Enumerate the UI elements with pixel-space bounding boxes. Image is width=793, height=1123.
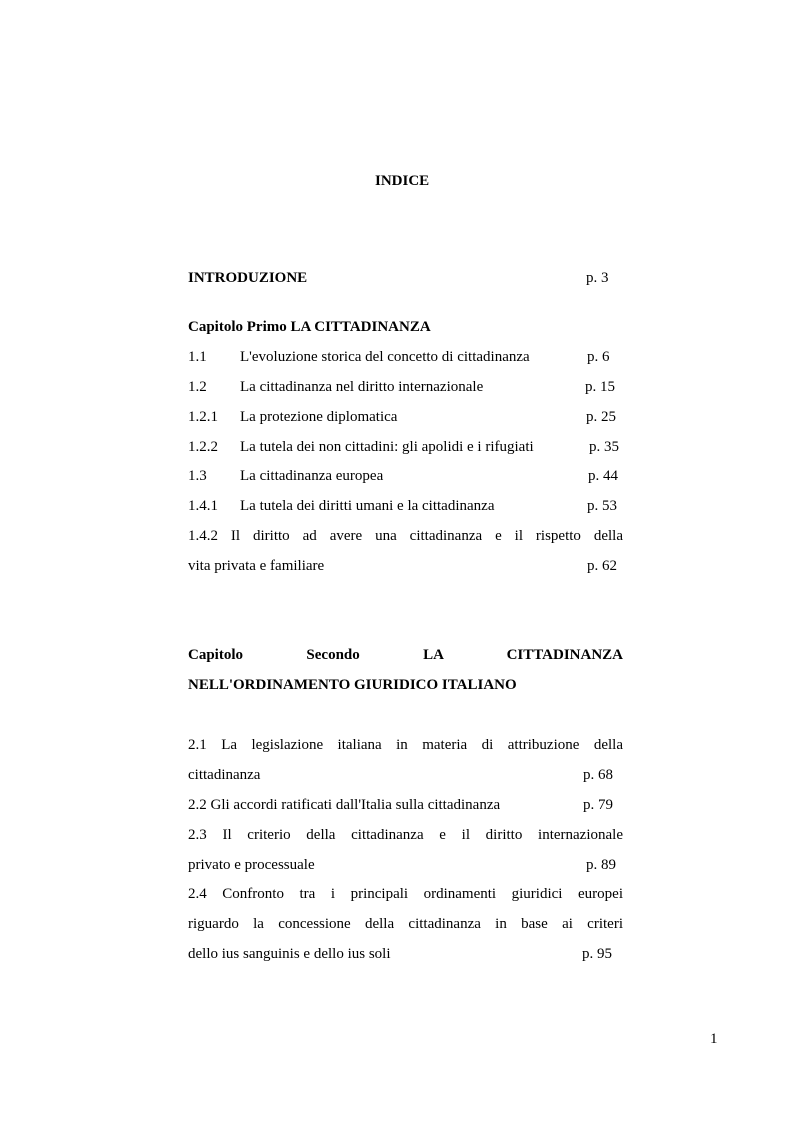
toc-item-title: La tutela dei diritti umani e la cittadinanza <box>240 498 495 514</box>
toc-item-line: privato e processuale <box>188 857 315 873</box>
toc-item-line: 2.2 Gli accordi ratificati dall'Italia sulla cittadinanza <box>188 797 501 813</box>
toc-item-line: 2.4 Confronto tra i principali ordinamenti giuridici europei <box>188 886 623 902</box>
toc-item-number: 1.1 <box>188 349 207 365</box>
toc-item-page: p. 15 <box>585 379 615 395</box>
toc-item-page: p. 6 <box>587 349 610 365</box>
toc-item-page: p. 53 <box>587 498 617 514</box>
toc-item-line: cittadinanza <box>188 767 261 783</box>
toc-item-page: p. 89 <box>586 857 616 873</box>
toc-item-title: La tutela dei non cittadini: gli apolidi e i rifugiati <box>240 439 534 455</box>
toc-item-title: La cittadinanza europea <box>240 468 384 484</box>
toc-item-line: 1.4.2 Il diritto ad avere una cittadinanza e il rispetto della <box>188 528 623 544</box>
toc-item-title: La cittadinanza nel diritto internazionale <box>240 379 484 395</box>
chapter2-heading-cont: NELL'ORDINAMENTO GIURIDICO ITALIANO <box>188 677 517 693</box>
toc-item-number: 1.2.2 <box>188 439 218 455</box>
intro-page: p. 3 <box>586 270 609 286</box>
toc-item-title: L'evoluzione storica del concetto di cittadinanza <box>240 349 530 365</box>
toc-item-page: p. 95 <box>582 946 612 962</box>
toc-item-number: 1.3 <box>188 468 207 484</box>
toc-item-page: p. 68 <box>583 767 613 783</box>
chapter1-heading: Capitolo Primo LA CITTADINANZA <box>188 319 431 335</box>
toc-item-page: p. 79 <box>583 797 613 813</box>
toc-item-page: p. 62 <box>587 558 617 574</box>
toc-item-page: p. 44 <box>588 468 618 484</box>
toc-item-line: 2.1 La legislazione italiana in materia di attribuzione della <box>188 737 623 753</box>
toc-item-page: p. 25 <box>586 409 616 425</box>
page-number: 1 <box>710 1031 718 1047</box>
toc-item-title: La protezione diplomatica <box>240 409 398 425</box>
toc-item-number: 1.4.1 <box>188 498 218 514</box>
chapter2-heading: Capitolo Secondo LA CITTADINANZA <box>188 647 623 663</box>
toc-item-page: p. 35 <box>589 439 619 455</box>
toc-item-number: 1.2 <box>188 379 207 395</box>
toc-item-line: riguardo la concessione della cittadinanza in base ai criteri <box>188 916 623 932</box>
toc-item-line: dello ius sanguinis e dello ius soli <box>188 946 391 962</box>
page-title: INDICE <box>375 173 430 189</box>
toc-item-line: vita privata e familiare <box>188 558 325 574</box>
toc-item-line: 2.3 Il criterio della cittadinanza e il diritto internazionale <box>188 827 623 843</box>
intro-label: INTRODUZIONE <box>188 270 308 286</box>
toc-item-number: 1.2.1 <box>188 409 218 425</box>
